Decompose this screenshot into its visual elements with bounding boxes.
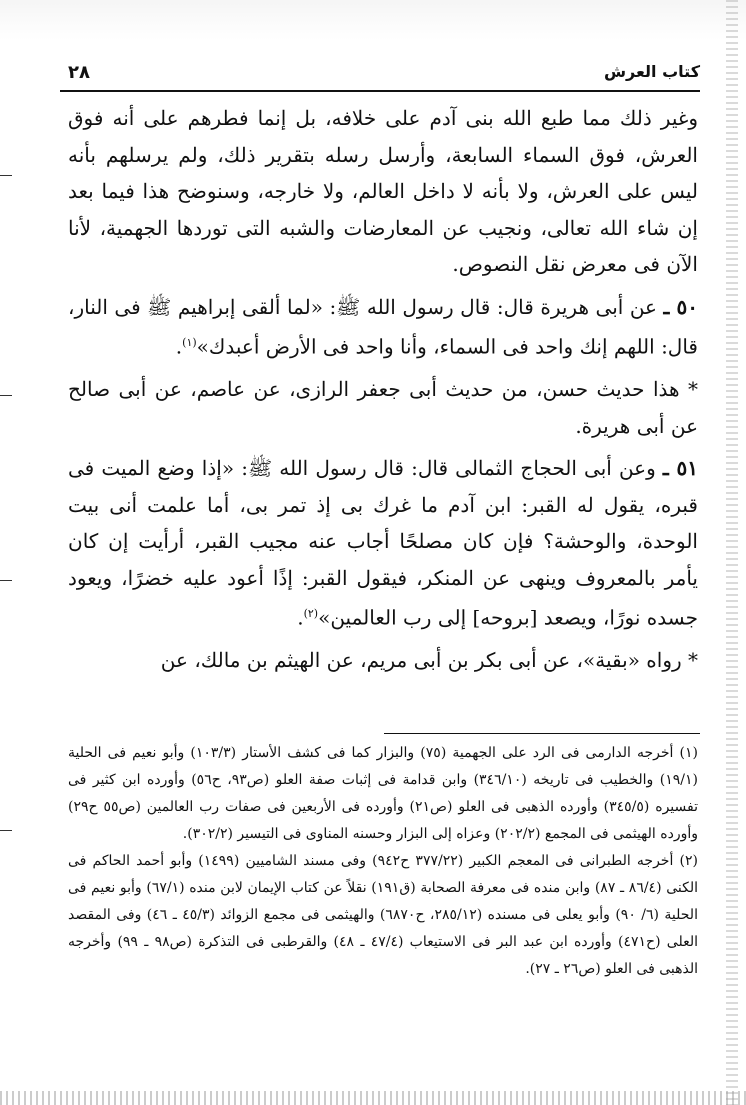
hadith-51 [68, 450, 698, 636]
hadith-number: ٥٠ ـ [663, 294, 699, 319]
margin-tick [0, 830, 12, 831]
hadith-text: عن أبى هريرة قال: قال رسول الله ﷺ: «لما ألقى إبراهيم ﷺ فى النار، قال: اللهم إنك واحد فى السماء، وأنا واحد فى الأرض أعبدك» [68, 294, 698, 359]
hadith-50 [68, 289, 698, 366]
main-text [68, 100, 698, 679]
header-rule [60, 90, 700, 92]
hadith-50-grading: * هذا حديث حسن، من حديث أبى جعفر الرازى، عن عاصم، عن أبى صالح عن أبى هريرة. [68, 377, 698, 438]
decorative-border-bottom [0, 1091, 746, 1105]
scan-top-shadow [0, 0, 746, 40]
hadith-end: . [175, 334, 183, 359]
footnote-rule [384, 733, 700, 734]
margin-tick [0, 395, 12, 396]
paragraph-intro: وغير ذلك مما طبع الله بنى آدم على خلافه، بل إنما فطرهم على أنه فوق العرش، فوق السماء السابعة، وأرسل رسله بتقرير ذلك، ولم يرسلهم بأنه ليس على العرش، ولا بأنه لا داخل العالم، ولا خارجه، وسنوضح هذا فيما بعد إن شاء الله تعالى، ونجيب عن المعارضات والشبه التى توردها الجهمية، لأنا الآن فى معرض نقل النصوص. [68, 106, 698, 276]
footnote-2: (٢) أخرجه الطبرانى فى المعجم الكبير (٣٧٧/٢٢ ح٩٤٢) وفى مسند الشاميين (١٤٩٩) وأبو أحمد الحاكم فى الكنى (٨٦/٤ ـ ٨٧) وابن منده فى معرفة الصحابة (ق١٩١) نقلاً عن كتاب الإيمان لابن منده (٦٧/١) وأبو نعيم فى الحلية (٦/ ٩٠) وأبو يعلى فى مسنده (٢٨٥/١٢، ح٦٨٧٠) والهيثمى فى مجمع الزوائد (٤٥/٣ ـ ٤٦) وفى المقصد العلى (ح٤٧١) وأورده ابن عبد البر فى الاستيعاب (٤٧/٤ ـ ٤٨) والقرطبى فى التذكرة (ص٩٨ ـ ٩٩) وأخرجه الذهبى فى العلو (ص٢٦ ـ ٢٧). [68, 853, 698, 977]
footnotes [68, 740, 698, 983]
page-header [60, 62, 700, 90]
page-number: ٢٨ [68, 62, 90, 83]
hadith-number: ٥١ ـ [662, 456, 699, 481]
footnote-1: (١) أخرجه الدارمى فى الرد على الجهمية (٧٥) والبزار كما فى كشف الأستار (١٠٣/٣) وأبو نعيم فى الحلية (١٩/١) والخطيب فى تاريخه (٣٤٦/١٠) وابن قدامة فى إثبات صفة العلو (ص٩٣، ح٥٦) وأورده ابن كثير فى تفسيره (٣٤٥/٥) وأورده الذهبى فى العلو (ص٢١) وأورده فى الأربعين فى صفات رب العالمين (ص٥٥ ح٢٩) وأورده الهيثمى فى المجمع (٢٠٢/٢) وعزاه إلى البزار وحسنه المناوى فى التيسير (٣٠٢/٢). [68, 745, 699, 842]
hadith-51-grading: * رواه «بقية»، عن أبى بكر بن أبى مريم، عن الهيثم بن مالك، عن [160, 648, 698, 673]
footnote-ref: (٢) [303, 607, 319, 621]
hadith-text: وعن أبى الحجاج الثمالى قال: قال رسول الله ﷺ: «إذا وضع الميت فى قبره، يقول له القبر: ابن آدم ما غرك بى إذ تمر بى، أما علمت أنى بيت الوحدة، والوحشة؟ فإن كان مصلحًا أجاب عنه مجيب القبر، أرأيت إن كان يأمر بالمعروف وينهى عن المنكر، فيقول القبر: إذًا أعود عليه خضرًا، ويعود جسده نورًا، ويصعد [بروحه] إلى رب العالمين» [68, 456, 698, 630]
margin-tick [0, 580, 12, 581]
hadith-end: . [297, 605, 304, 630]
decorative-border-right [726, 0, 738, 1105]
footnote-ref: (١) [182, 336, 197, 349]
running-title: كتاب العرش [603, 62, 700, 81]
margin-tick [0, 175, 12, 176]
